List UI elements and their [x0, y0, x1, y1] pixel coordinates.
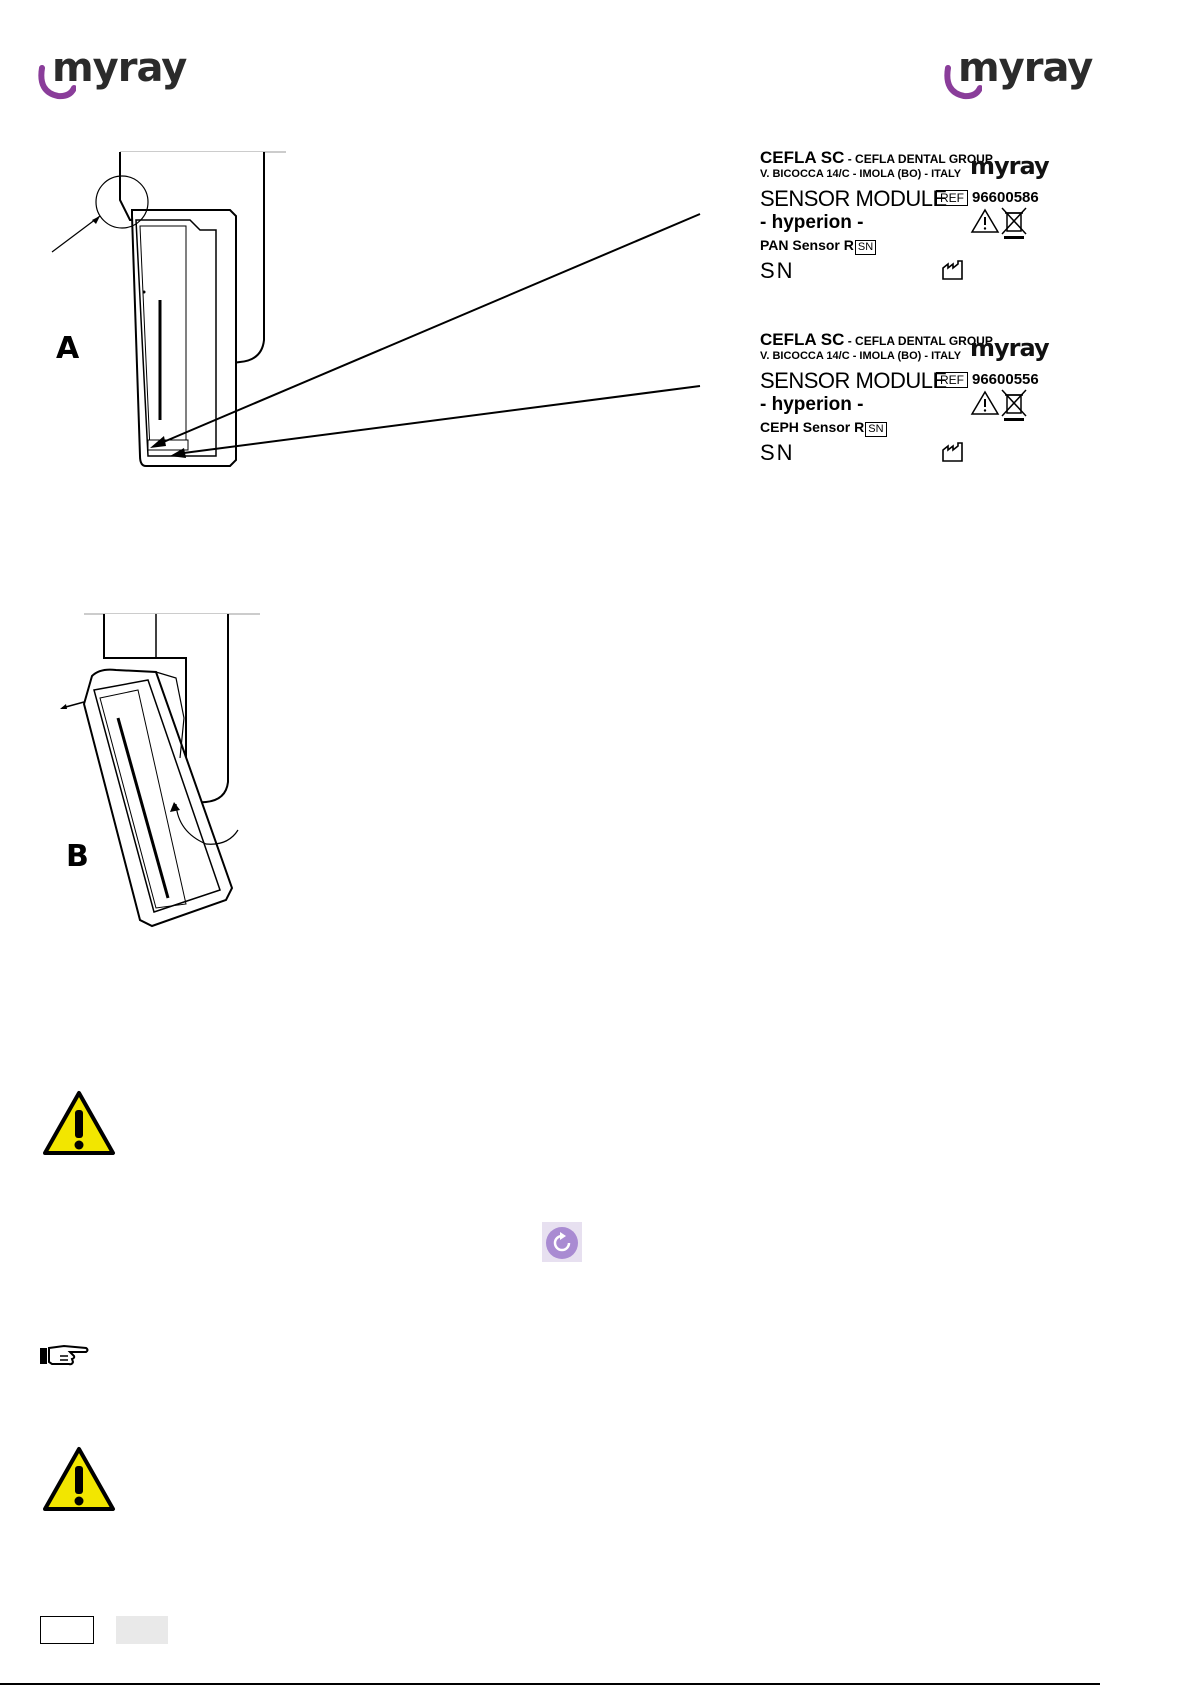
logo-wordmark: myray	[52, 45, 187, 91]
label-module: SENSOR MODULE	[760, 186, 947, 211]
label-company: CEFLA SC - CEFLA DENTAL GROUP	[760, 330, 993, 349]
weee-bin-icon	[1000, 388, 1028, 422]
label-brand-logo: myray	[970, 152, 1049, 180]
weee-bin-icon	[1000, 206, 1028, 240]
label-ref-tag: REF	[936, 372, 968, 388]
label-address: V. BICOCCA 14/C - IMOLA (BO) - ITALY	[760, 168, 962, 180]
pointing-hand-icon	[38, 1340, 90, 1368]
figure-a-drawing	[40, 140, 760, 480]
label-ref-number: 96600586	[972, 189, 1039, 206]
label-product: - hyperion -	[760, 394, 864, 415]
page-number-box	[40, 1616, 94, 1644]
figure-label-a: A	[56, 331, 80, 366]
label-ref-tag: REF	[936, 190, 968, 206]
sensor-label-pan	[760, 148, 1060, 288]
myray-logo-left	[36, 45, 196, 112]
caution-icon	[970, 208, 1000, 234]
myray-logo-right	[942, 45, 1102, 112]
label-ref-number: 96600556	[972, 371, 1039, 388]
label-module: SENSOR MODULE	[760, 368, 947, 393]
reload-icon	[542, 1222, 582, 1262]
warning-triangle-icon	[42, 1090, 116, 1156]
label-product: - hyperion -	[760, 212, 864, 233]
figure-label-b: B	[66, 839, 89, 874]
sensor-label-ceph	[760, 330, 1060, 470]
label-company: CEFLA SC - CEFLA DENTAL GROUP	[760, 148, 993, 167]
label-serial: SN	[760, 440, 795, 465]
warning-triangle-icon	[42, 1446, 116, 1512]
caution-icon	[970, 390, 1000, 416]
manufacturer-icon	[942, 260, 966, 280]
logo-wordmark: myray	[958, 45, 1093, 91]
manufacturer-icon	[942, 442, 966, 462]
label-serial: SN	[760, 258, 795, 283]
label-brand-logo: myray	[970, 334, 1049, 362]
label-sensor: PAN Sensor R SN	[760, 237, 876, 255]
figure-b-drawing	[56, 608, 276, 938]
label-address: V. BICOCCA 14/C - IMOLA (BO) - ITALY	[760, 350, 962, 362]
page-version-box	[116, 1616, 168, 1644]
label-sensor: CEPH Sensor R SN	[760, 419, 887, 437]
